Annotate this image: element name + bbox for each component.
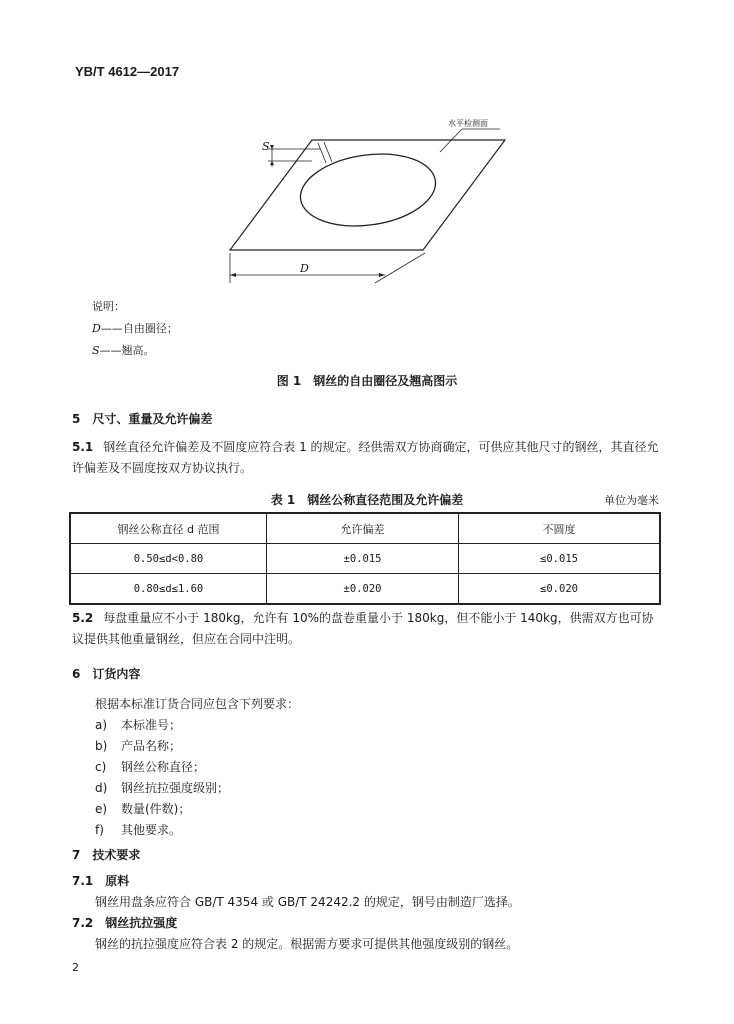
table-cell: ≤0.020: [459, 574, 661, 605]
table-cell: ±0.020: [267, 574, 459, 605]
standard-code: YB/T 4612—2017: [75, 64, 180, 79]
table-header-row: [70, 513, 660, 544]
d-extension-right: [375, 253, 425, 283]
section-5-heading: 5 尺寸、重量及允许偏差: [72, 412, 213, 426]
clause-7-2-heading: 7.2 钢丝抗拉强度: [72, 916, 178, 930]
legend-item-s: S——翘高。: [92, 344, 155, 357]
list-item: b) 产品名称；: [95, 739, 182, 753]
table-row: [70, 574, 660, 605]
table-caption: 表 1 钢丝公称直径范围及允许偏差: [270, 493, 464, 507]
clause-5-1: 5.1 钢丝直径允许偏差及不圆度应符合表 1 的规定。经供需双方协商确定，可供应其他尺寸的钢丝，其直径允许偏差及不圆度按双方协议执行。: [72, 440, 659, 475]
section-6-heading: 6 订货内容: [72, 667, 141, 681]
page-number: 2: [72, 961, 79, 974]
clause-7-1-text: 钢丝用盘条应符合 GB/T 4354 或 GB/T 24242.2 的规定，钢号由制造厂选择。: [95, 895, 520, 909]
table-unit: 单位为毫米: [604, 494, 659, 507]
table-header: 不圆度: [459, 513, 661, 544]
legend-item-d: D——自由圈径；: [92, 322, 178, 335]
list-item: f) 其他要求。: [95, 823, 182, 837]
table-cell: 0.50≤d<0.80: [70, 544, 267, 574]
s-label: S: [262, 140, 270, 153]
clause-7-1-heading: 7.1 原料: [72, 874, 130, 888]
section-7-heading: 7 技术要求: [72, 848, 141, 862]
clause-7-2-text: 钢丝的抗拉强度应符合表 2 的规定。根据需方要求可提供其他强度级别的钢丝。: [95, 937, 519, 951]
table-cell: ≤0.015: [459, 544, 661, 574]
list-item: a) 本标准号；: [95, 718, 182, 732]
wire-coil-ellipse: [296, 146, 440, 234]
horizontal-test-plane: [230, 140, 505, 250]
clause-5-2: 5.2 每盘重量应不小于 180kg，允许有 10%的盘卷重量小于 180kg，但不能小于 140kg，供需双方也可协议提供其他重量钢丝，但应在合同中注明。: [72, 611, 654, 646]
section-6-intro: 根据本标准订货合同应包含下列要求：: [95, 697, 300, 711]
table-row: [70, 544, 660, 574]
plane-label: 水平检测面: [448, 119, 488, 128]
list-item: e) 数量(件数)；: [95, 802, 191, 816]
d-label: D: [300, 262, 309, 275]
table-cell: ±0.015: [267, 544, 459, 574]
figure-caption: 图 1 钢丝的自由圈径及翘高图示: [276, 374, 458, 388]
table-cell: 0.80≤d≤1.60: [70, 574, 267, 605]
legend-title: 说明：: [92, 300, 125, 313]
list-item: d) 钢丝抗拉强度级别；: [95, 781, 230, 795]
diameter-tolerance-table: [69, 512, 661, 605]
table-header: 允许偏差: [267, 513, 459, 544]
free-coil-diagram: [200, 115, 530, 295]
table-header: 钢丝公称直径 d 范围: [70, 513, 267, 544]
list-item: c) 钢丝公称直径；: [95, 760, 206, 774]
